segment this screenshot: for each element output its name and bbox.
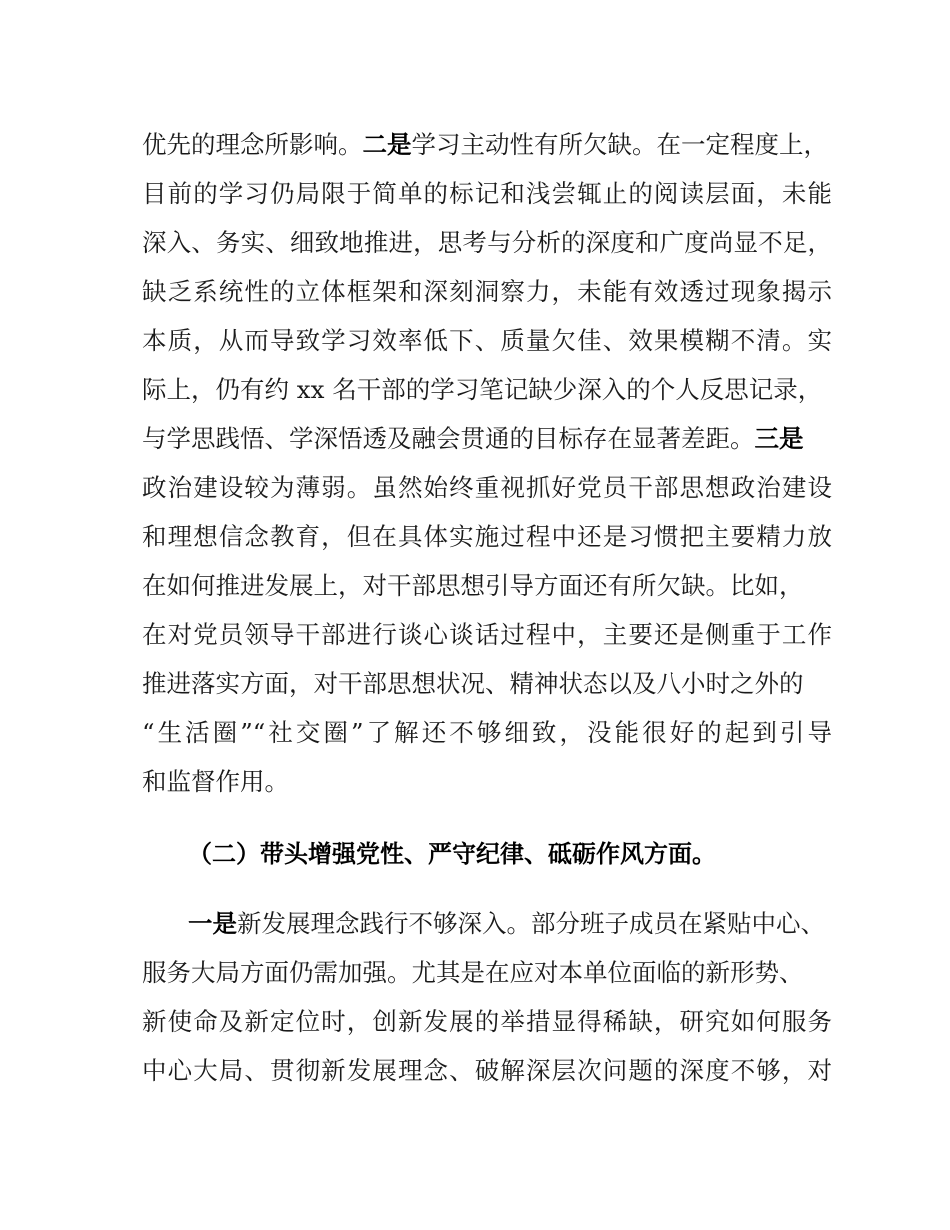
p1-line-8: 政治建设较为薄弱。虽然始终重视抓好党员干部思想政治建设	[142, 473, 832, 502]
p1-line-10: 在如何推进发展上，对干部思想引导方面还有所欠缺。比如，	[142, 571, 804, 600]
p2-line-2: 服务大局方面仍需加强。尤其是在应对本单位面临的新形势、	[142, 958, 804, 987]
p1-line-7	[142, 419, 832, 459]
p1-line-5: 本质，从而导致学习效率低下、质量欠佳、效果模糊不清。实	[142, 326, 832, 355]
p1-line-11: 在对党员领导干部进行谈心谈话过程中，主要还是侧重于工作	[142, 620, 832, 649]
section-heading: （二）带头增强党性、严守纪律、砥砺作风方面。	[188, 840, 716, 868]
p1-line-13: “生活圈”“社交圈”了解还不够细致，没能很好的起到引导	[142, 718, 832, 747]
p1-line-1	[142, 125, 832, 165]
p2-line-3: 新使命及新定位时，创新发展的举措显得稀缺，研究如何服务	[142, 1007, 832, 1036]
p1-line-7-pre: 与学思践悟、学深悟透及融会贯通的目标存在显著差距。	[142, 424, 755, 453]
p1-line-1-post: 学习主动性有所欠缺。在一定程度上，	[411, 130, 828, 159]
p2-line-4: 中心大局、贯彻新发展理念、破解深层次问题的深度不够，对	[142, 1056, 832, 1085]
p1-line-4: 缺乏系统性的立体框架和深刻洞察力，未能有效透过现象揭示	[142, 277, 832, 306]
p1-line-2: 目前的学习仍局限于简单的标记和浅尝辄止的阅读层面，未能	[142, 179, 832, 208]
p1-line-6: 际上，仍有约 xx 名干部的学习笔记缺少深入的个人反思记录，	[142, 375, 823, 404]
p1-line-12: 推进落实方面，对干部思想状况、精神状态以及八小时之外的	[142, 669, 804, 698]
p1-line-1-pre: 优先的理念所影响。	[142, 130, 363, 159]
p1-line-7-bold: 三是	[754, 424, 804, 453]
p2-line-1-bold: 一是	[188, 909, 237, 938]
p1-line-1-bold: 二是	[362, 130, 412, 159]
p1-line-9: 和理想信念教育，但在具体实施过程中还是习惯把主要精力放	[142, 522, 832, 551]
p1-line-3: 深入、务实、细致地推进，思考与分析的深度和广度尚显不足，	[142, 228, 832, 257]
p1-line-14: 和监督作用。	[142, 767, 289, 796]
p2-line-1-post: 新发展理念践行不够深入。部分班子成员在紧贴中心、	[237, 909, 825, 938]
p2-line-1	[188, 904, 832, 944]
